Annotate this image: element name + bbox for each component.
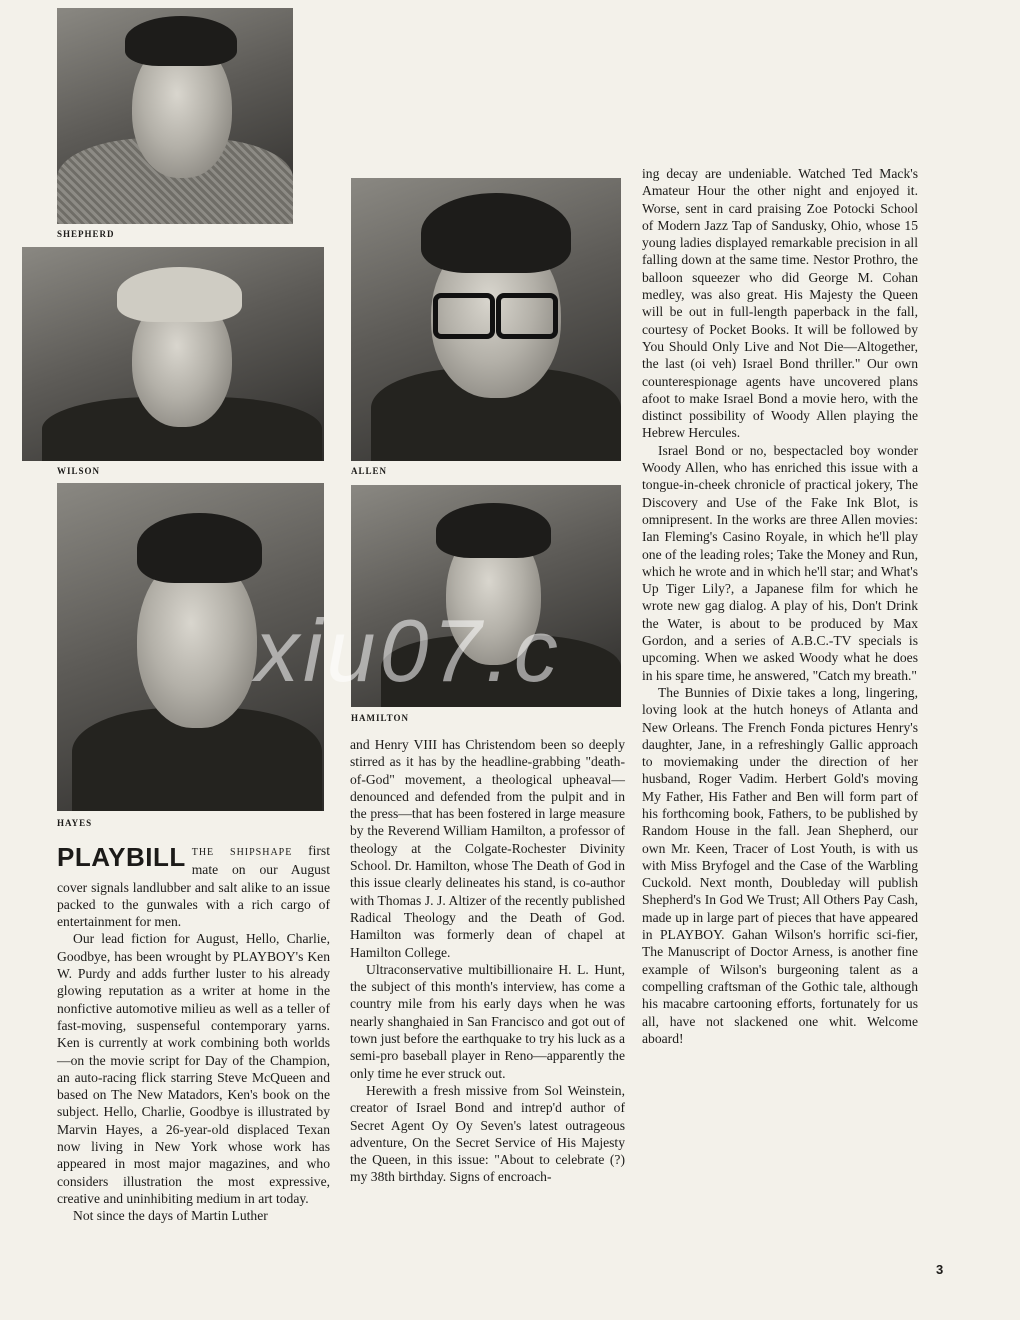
paragraph: Israel Bond or no, bespectacled boy wonder Woody Allen, who has enriched this issue with a tongue-in-cheek chronicle of practical jokery, The Discovery and Use of the Fake Ink Blot, is omnipresent. In the works are three Allen movies: Ian Fleming's Casino Royale, in which he'll play one of the leading roles; Take the Money and Run, which he wrote and in which he'll star; and What's Up Tiger Lily?, a Japanese film for which he wrote new gag dialog. A play of his, Don't Drink the Water, is about to be produced by Max Gordon, and a series of A.B.C.-TV specials is upcoming. When we asked Woody what he does in his spare time, he answered, "Catch my breath." [642,442,918,683]
paragraph: Not since the days of Martin Luther [73,1208,268,1224]
paragraph-text: first mate on our August cover signals landlubber and salt alike to an issue packed to the gunwales with a rich cargo of entertainment for men. [57,843,330,930]
paragraph [57,842,330,930]
caption-wilson: WILSON [57,466,101,476]
photo-allen [351,178,621,461]
watermark: xiu07.c [255,601,562,700]
lead-caps: THE SHIPSHAPE [191,847,293,858]
caption-shepherd: SHEPHERD [57,229,115,239]
paragraph: The Bunnies of Dixie takes a long, lingering, loving look at the hutch honeys of Atlanta and New Orleans. The French Fonda pictures Henry's daughter, Jane, in a refreshingly Gallic approach to moviemaking under the direction of her husband, Roger Vadim. Herbert Gold's moving My Father, His Father and Ben will form part of his forthcoming book, Fathers, to be published by Random House in the fall. Jean Shepherd, our own Mr. Keen, Tracer of Lost Youth, is with us with Miss Bryfogel and the Case of the Warbling Cuckold. Next month, Doubleday will publish Shepherd's In God We Trust; All Others Pay Cash, made up in large part of pieces that have appeared in PLAYBOY. Gahan Wilson's horrific sci-fier, The Manuscript of Doctor Arness, is another fine example of Wilson's burgeoning talent as a compelling craftsman of the Gothic tale, although his macabre cartooning efforts, fortunately for us all, have not slackened one whit. Welcome aboard! [642,684,918,1046]
caption-allen: ALLEN [351,466,388,476]
paragraph: and Henry VIII has Christendom been so deeply stirred as it has by the headline-grabbing "death-of-God" movement, a theological upheaval—denounced and defended from the pulpit and in the press—that has been fostered in large measure by the Reverend William Hamilton, a professor of theology at the Colgate-Rochester Divinity School. Dr. Hamilton, whose The Death of God in this issue clearly delineates his stand, is co-author with Thomas J. J. Altizer of the recently published Radical Theology and the Death of God. Hamilton was formerly dean of chapel at Hamilton College. [350,737,625,960]
paragraph: ing decay are undeniable. Watched Ted Mack's Amateur Hour the other night and enjoyed it. Worse, sent in card praising Zoe Potocki School of Modern Jazz Tap of Sandusky, Ohio, whose 15 young ladies displayed remarkable precision in all falling down at the same time. Nestor Prothro, the balloon squeezer who did George M. Cohan medley, was also great. His Majesty the Queen will be out in full-length paperback in the fall, courtesy of Pocket Books. It will be followed by You Should Only Live and Not Die—Altogether, the last (oi veh) Israel Bond thriller." Our own counterespionage agents have uncovered plans afoot to make Israel Bond a movie hero, with the distinct possibility of Woody Allen playing the Hebrew Hercules. [642,166,918,441]
column-2 [350,736,625,1186]
photo-wilson [22,247,324,461]
caption-hamilton: HAMILTON [351,713,410,723]
caption-hayes: HAYES [57,818,93,828]
playbill-heading: PLAYBILL [57,842,186,872]
paragraph: Ultraconservative multibillionaire H. L. Hunt, the subject of this month's interview, has come a country mile from his early days when he was nearly shanghaied in San Francisco and got out of town just before the earthquake to try his luck as a semi-pro baseball player in Reno—apparently the only time he ever struck out. [350,961,625,1081]
column-1 [57,842,330,1225]
page-number: 3 [936,1262,944,1277]
paragraph: Herewith a fresh missive from Sol Weinstein, creator of Israel Bond and intrep'd author of Secret Agent Oy Oy Seven's latest outrageous adventure, On the Secret Service of His Majesty the Queen, in this issue: "About to celebrate (?) my 38th birthday. Signs of encroach- [350,1082,625,1185]
paragraph: Our lead fiction for August, Hello, Charlie, Goodbye, has been wrought by PLAYBOY's Ken W. Purdy and adds further luster to his already glowing reputation as a writer at home in the nonfictive automotive milieu as well as a teller of fast-moving, suspenseful contemporary yarns. Ken is currently at work combining both worlds—on the movie script for Day of the Champion, an auto-racing flick starring Steve McQueen and based on The New Matadors, Ken's book on the subject. Hello, Charlie, Goodbye is illustrated by Marvin Hayes, a 26-year-old displaced Texan now living in New York whose work has appeared in most major magazines, and who considers illustration the most expressive, creative and uninhibiting medium in art today. [57,931,330,1206]
column-3 [642,165,918,1047]
photo-shepherd [57,8,293,224]
